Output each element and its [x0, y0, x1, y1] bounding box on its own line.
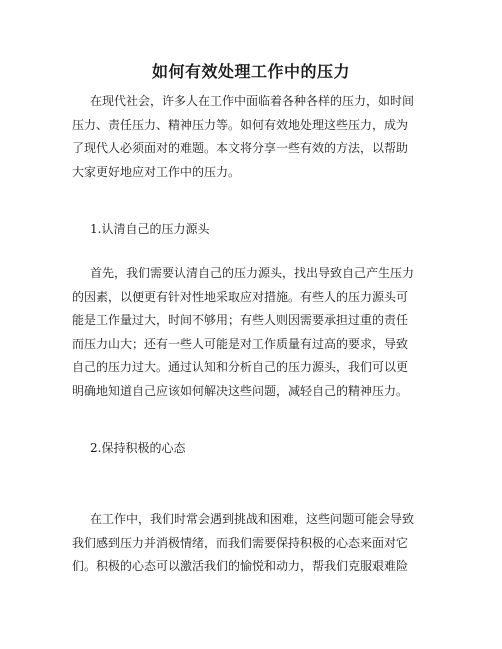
- intro-line: 压力、责任压力、精神压力等。如何有效地处理这些压力，成为: [72, 117, 409, 132]
- section-2-line: 我们感到压力并消极情绪，而我们需要保持积极的心态来面对它: [72, 535, 409, 550]
- section-2-line: 在工作中，我们时常会遇到挑战和困难，这些问题可能会导致: [90, 512, 415, 526]
- document-title: 如何有效处理工作中的压力: [151, 62, 350, 81]
- section-1-line: 而压力山大；还有一些人可能是对工作质量有过高的要求，导致: [72, 336, 409, 351]
- section-1-line: 明确地知道自己应该如何解决这些问题，减轻自己的精神压力。: [72, 383, 409, 398]
- intro-line: 大家更好地应对工作中的压力。: [72, 164, 241, 179]
- section-1-heading: 1.认清自己的压力源头: [90, 222, 210, 236]
- section-1-line: 自己的压力过大。通过认知和分析自己的压力源头，我们可以更: [72, 360, 409, 374]
- section-2-paragraph: [72, 508, 434, 579]
- intro-line: 了现代人必须面对的难题。本文将分享一些有效的方法，以帮助: [72, 141, 409, 155]
- section-1-line: 的因素，以便更有针对性地采取应对措施。有些人的压力源头可: [72, 289, 409, 304]
- intro-paragraph: [72, 90, 434, 184]
- section-1-line: 能是工作量过大，时间不够用；有些人则因需要承担过重的责任: [72, 313, 409, 327]
- intro-line: 在现代社会，许多人在工作中面临着各种各样的压力，如时间: [90, 94, 415, 108]
- section-1-line: 首先，我们需要认清自己的压力源头，找出导致自己产生压力: [90, 266, 415, 280]
- section-1-paragraph: [72, 262, 434, 403]
- section-2-heading: 2.保持积极的心态: [90, 441, 186, 455]
- section-2-line: 们。积极的心态可以激活我们的愉悦和动力，帮我们克服艰难险: [72, 559, 409, 573]
